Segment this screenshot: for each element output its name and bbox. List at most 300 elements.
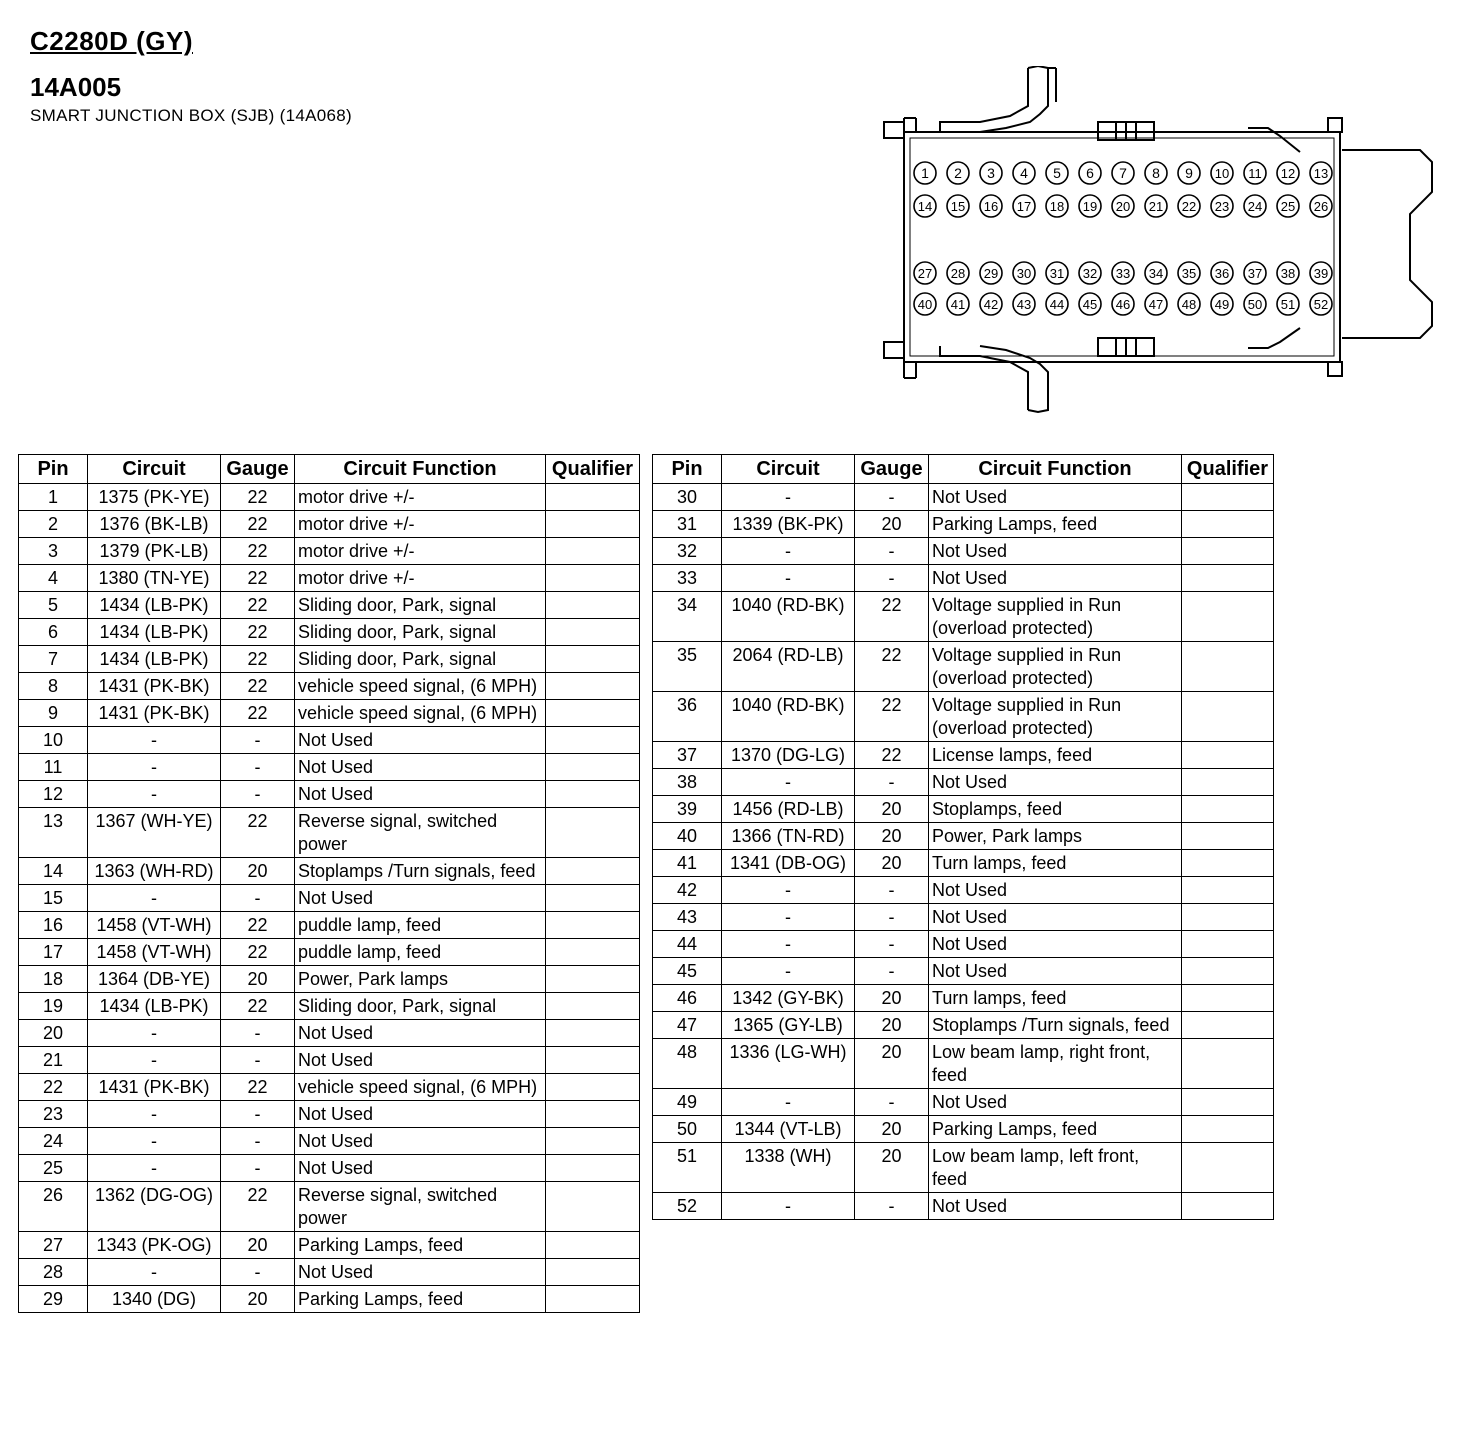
circuit-function-cell: Not Used — [295, 1259, 546, 1286]
part-number: 14A005 — [30, 72, 122, 102]
pin-cell: 14 — [19, 858, 88, 885]
table-row — [653, 1089, 1274, 1116]
circuit-function-cell: Stoplamps /Turn signals, feed — [295, 858, 546, 885]
pin-number-label: 41 — [950, 297, 966, 312]
circuit-function-cell: Stoplamps /Turn signals, feed — [929, 1012, 1182, 1039]
pin-number-label: 15 — [950, 199, 966, 214]
circuit-cell: 1342 (GY-BK) — [722, 985, 855, 1012]
pin-cell: 50 — [653, 1116, 722, 1143]
circuit-cell: 1456 (RD-LB) — [722, 796, 855, 823]
table-row — [653, 565, 1274, 592]
qualifier-cell — [546, 912, 640, 939]
pin-number-label: 50 — [1247, 297, 1263, 312]
table-row — [19, 885, 640, 912]
pin-number-label: 27 — [917, 266, 933, 281]
pin-cell: 43 — [653, 904, 722, 931]
qualifier-cell — [546, 808, 640, 858]
pin-number-label: 36 — [1214, 266, 1230, 281]
qualifier-cell — [1182, 1039, 1274, 1089]
circuit-cell: 1458 (VT-WH) — [88, 912, 221, 939]
gauge-cell: 20 — [221, 1286, 295, 1313]
pin-cell: 12 — [19, 781, 88, 808]
pin-cell: 35 — [653, 642, 722, 692]
circuit-cell: - — [722, 1089, 855, 1116]
gauge-cell: 22 — [221, 993, 295, 1020]
pin-cell: 11 — [19, 754, 88, 781]
circuit-function-cell: Not Used — [929, 484, 1182, 511]
qualifier-cell — [546, 993, 640, 1020]
gauge-cell: - — [221, 1128, 295, 1155]
circuit-function-cell: Not Used — [929, 958, 1182, 985]
table-row — [19, 993, 640, 1020]
col-header-circuit: Circuit — [88, 455, 221, 484]
qualifier-cell — [546, 484, 640, 511]
pin-number-label: 9 — [1185, 165, 1193, 181]
circuit-function-cell: Not Used — [295, 781, 546, 808]
qualifier-cell — [546, 754, 640, 781]
table-row — [19, 646, 640, 673]
gauge-cell: 22 — [221, 646, 295, 673]
table-row — [19, 592, 640, 619]
circuit-cell: 1458 (VT-WH) — [88, 939, 221, 966]
qualifier-cell — [1182, 796, 1274, 823]
gauge-cell: 20 — [855, 850, 929, 877]
table-row — [19, 939, 640, 966]
table-row — [19, 1259, 640, 1286]
qualifier-cell — [546, 1047, 640, 1074]
circuit-cell: 1040 (RD-BK) — [722, 692, 855, 742]
circuit-cell: 2064 (RD-LB) — [722, 642, 855, 692]
qualifier-cell — [546, 646, 640, 673]
pin-number-label: 31 — [1049, 266, 1065, 281]
pin-number-label: 39 — [1313, 266, 1329, 281]
table-row — [653, 1039, 1274, 1089]
circuit-cell: - — [88, 1020, 221, 1047]
table-row — [19, 700, 640, 727]
table-row — [19, 511, 640, 538]
gauge-cell: - — [221, 781, 295, 808]
component-name: SMART JUNCTION BOX (SJB) (14A068) — [30, 106, 352, 125]
gauge-cell: 22 — [221, 592, 295, 619]
pin-cell: 1 — [19, 484, 88, 511]
qualifier-cell — [546, 885, 640, 912]
circuit-cell: 1434 (LB-PK) — [88, 646, 221, 673]
circuit-function-cell: Low beam lamp, right front, feed — [929, 1039, 1182, 1089]
qualifier-cell — [546, 673, 640, 700]
table-row — [19, 1047, 640, 1074]
qualifier-cell — [1182, 1116, 1274, 1143]
pin-table-right — [652, 454, 1274, 1220]
gauge-cell: - — [855, 877, 929, 904]
pin-cell: 4 — [19, 565, 88, 592]
table-row — [19, 1182, 640, 1232]
pin-cell: 37 — [653, 742, 722, 769]
gauge-cell: - — [855, 904, 929, 931]
circuit-function-cell: Voltage supplied in Run (overload protected) — [929, 592, 1182, 642]
table-row — [19, 1155, 640, 1182]
pin-number-label: 4 — [1020, 165, 1028, 181]
gauge-cell: - — [855, 958, 929, 985]
pin-number-label: 34 — [1148, 266, 1164, 281]
circuit-cell: 1341 (DB-OG) — [722, 850, 855, 877]
circuit-cell: 1339 (BK-PK) — [722, 511, 855, 538]
pin-number-label: 16 — [983, 199, 999, 214]
gauge-cell: 22 — [221, 484, 295, 511]
pin-number-label: 47 — [1148, 297, 1164, 312]
circuit-function-cell: Power, Park lamps — [929, 823, 1182, 850]
pin-cell: 6 — [19, 619, 88, 646]
pin-cell: 38 — [653, 769, 722, 796]
pin-number-label: 45 — [1082, 297, 1098, 312]
gauge-cell: 22 — [221, 912, 295, 939]
table-row — [653, 796, 1274, 823]
circuit-function-cell: Not Used — [295, 1020, 546, 1047]
pin-cell: 15 — [19, 885, 88, 912]
qualifier-cell — [546, 1101, 640, 1128]
qualifier-cell — [1182, 1143, 1274, 1193]
qualifier-cell — [546, 1182, 640, 1232]
circuit-function-cell: Not Used — [929, 538, 1182, 565]
pin-number-label: 32 — [1082, 266, 1098, 281]
pin-cell: 31 — [653, 511, 722, 538]
table-row — [19, 754, 640, 781]
circuit-function-cell: puddle lamp, feed — [295, 912, 546, 939]
table-row — [653, 538, 1274, 565]
pin-cell: 19 — [19, 993, 88, 1020]
qualifier-cell — [546, 1155, 640, 1182]
gauge-cell: 22 — [221, 673, 295, 700]
pin-number-label: 28 — [950, 266, 966, 281]
circuit-cell: - — [722, 1193, 855, 1220]
table-row — [19, 858, 640, 885]
pin-number-label: 12 — [1280, 166, 1296, 181]
qualifier-cell — [546, 858, 640, 885]
circuit-cell: 1343 (PK-OG) — [88, 1232, 221, 1259]
gauge-cell: 20 — [221, 966, 295, 993]
pin-number-label: 46 — [1115, 297, 1131, 312]
pin-cell: 26 — [19, 1182, 88, 1232]
table-row — [19, 727, 640, 754]
circuit-function-cell: motor drive +/- — [295, 484, 546, 511]
gauge-cell: - — [221, 1020, 295, 1047]
col-header-circuit: Circuit — [722, 455, 855, 484]
pin-cell: 2 — [19, 511, 88, 538]
pin-number-label: 29 — [983, 266, 999, 281]
circuit-cell: - — [88, 727, 221, 754]
circuit-function-cell: License lamps, feed — [929, 742, 1182, 769]
qualifier-cell — [1182, 877, 1274, 904]
table-row — [653, 958, 1274, 985]
gauge-cell: - — [221, 727, 295, 754]
circuit-function-cell: Stoplamps, feed — [929, 796, 1182, 823]
pin-cell: 45 — [653, 958, 722, 985]
circuit-function-cell: Not Used — [929, 877, 1182, 904]
gauge-cell: 20 — [855, 823, 929, 850]
pin-number-label: 24 — [1247, 199, 1263, 214]
pin-cell: 24 — [19, 1128, 88, 1155]
gauge-cell: 20 — [855, 511, 929, 538]
table-row — [19, 1101, 640, 1128]
circuit-cell: - — [88, 1259, 221, 1286]
circuit-cell: - — [722, 877, 855, 904]
table-row — [653, 1143, 1274, 1193]
pin-cell: 23 — [19, 1101, 88, 1128]
qualifier-cell — [1182, 985, 1274, 1012]
pin-cell: 17 — [19, 939, 88, 966]
pin-number-label: 52 — [1313, 297, 1329, 312]
circuit-function-cell: Turn lamps, feed — [929, 850, 1182, 877]
qualifier-cell — [1182, 642, 1274, 692]
circuit-cell: - — [88, 1101, 221, 1128]
circuit-cell: 1338 (WH) — [722, 1143, 855, 1193]
pin-number-label: 42 — [983, 297, 999, 312]
pin-number-label: 38 — [1280, 266, 1296, 281]
circuit-function-cell: puddle lamp, feed — [295, 939, 546, 966]
table-row — [653, 742, 1274, 769]
pin-number-label: 2 — [954, 165, 962, 181]
gauge-cell: 22 — [855, 742, 929, 769]
pin-number-label: 14 — [917, 199, 933, 214]
table-row — [653, 931, 1274, 958]
table-row — [653, 850, 1274, 877]
pin-cell: 51 — [653, 1143, 722, 1193]
circuit-cell: 1344 (VT-LB) — [722, 1116, 855, 1143]
circuit-cell: 1362 (DG-OG) — [88, 1182, 221, 1232]
pin-cell: 33 — [653, 565, 722, 592]
qualifier-cell — [1182, 904, 1274, 931]
pin-cell: 27 — [19, 1232, 88, 1259]
qualifier-cell — [1182, 931, 1274, 958]
connector-housing-outline — [884, 66, 1432, 412]
pin-cell: 40 — [653, 823, 722, 850]
pin-number-label: 33 — [1115, 266, 1131, 281]
circuit-function-cell: Not Used — [295, 885, 546, 912]
gauge-cell: 20 — [855, 1039, 929, 1089]
pin-cell: 34 — [653, 592, 722, 642]
table-row — [653, 484, 1274, 511]
pin-cell: 52 — [653, 1193, 722, 1220]
qualifier-cell — [1182, 565, 1274, 592]
qualifier-cell — [546, 1259, 640, 1286]
qualifier-cell — [546, 1074, 640, 1101]
circuit-function-cell: Not Used — [295, 727, 546, 754]
pin-number-label: 30 — [1016, 266, 1032, 281]
gauge-cell: - — [855, 565, 929, 592]
qualifier-cell — [1182, 538, 1274, 565]
circuit-function-cell: Voltage supplied in Run (overload protected) — [929, 642, 1182, 692]
circuit-cell: 1434 (LB-PK) — [88, 592, 221, 619]
gauge-cell: 22 — [855, 592, 929, 642]
col-header-pin: Pin — [19, 455, 88, 484]
qualifier-cell — [1182, 850, 1274, 877]
pin-number-label: 5 — [1053, 165, 1061, 181]
qualifier-cell — [546, 727, 640, 754]
circuit-function-cell: Parking Lamps, feed — [295, 1232, 546, 1259]
table-row — [653, 1012, 1274, 1039]
pin-cell: 5 — [19, 592, 88, 619]
qualifier-cell — [1182, 823, 1274, 850]
pin-cell: 48 — [653, 1039, 722, 1089]
circuit-cell: - — [88, 754, 221, 781]
circuit-cell: - — [722, 904, 855, 931]
gauge-cell: 20 — [855, 985, 929, 1012]
table-header-row — [19, 455, 640, 484]
pin-number-label: 11 — [1248, 166, 1262, 181]
table-row — [19, 912, 640, 939]
qualifier-cell — [1182, 1012, 1274, 1039]
gauge-cell: - — [855, 1089, 929, 1116]
gauge-cell: 20 — [221, 858, 295, 885]
circuit-function-cell: vehicle speed signal, (6 MPH) — [295, 700, 546, 727]
circuit-cell: - — [722, 769, 855, 796]
pin-number-label: 19 — [1082, 199, 1098, 214]
col-header-gauge: Gauge — [855, 455, 929, 484]
pin-cavity-grid — [914, 162, 1332, 315]
circuit-function-cell: vehicle speed signal, (6 MPH) — [295, 1074, 546, 1101]
pin-cell: 9 — [19, 700, 88, 727]
circuit-function-cell: Power, Park lamps — [295, 966, 546, 993]
gauge-cell: 22 — [221, 538, 295, 565]
pin-number-label: 35 — [1181, 266, 1197, 281]
circuit-function-cell: Not Used — [929, 1089, 1182, 1116]
qualifier-cell — [546, 1020, 640, 1047]
circuit-cell: - — [88, 1128, 221, 1155]
circuit-cell: 1375 (PK-YE) — [88, 484, 221, 511]
table-row — [19, 808, 640, 858]
circuit-function-cell: Not Used — [929, 931, 1182, 958]
qualifier-cell — [546, 1286, 640, 1313]
qualifier-cell — [546, 939, 640, 966]
pin-cell: 41 — [653, 850, 722, 877]
table-row — [653, 692, 1274, 742]
qualifier-cell — [546, 619, 640, 646]
gauge-cell: - — [221, 1259, 295, 1286]
pin-cell: 32 — [653, 538, 722, 565]
circuit-cell: 1340 (DG) — [88, 1286, 221, 1313]
pin-cell: 16 — [19, 912, 88, 939]
circuit-cell: 1434 (LB-PK) — [88, 993, 221, 1020]
pin-cell: 13 — [19, 808, 88, 858]
pin-cell: 29 — [19, 1286, 88, 1313]
pin-cell: 18 — [19, 966, 88, 993]
table-header-row — [653, 455, 1274, 484]
qualifier-cell — [546, 1232, 640, 1259]
gauge-cell: 22 — [855, 642, 929, 692]
table-row — [19, 538, 640, 565]
table-row — [653, 511, 1274, 538]
gauge-cell: 20 — [855, 1143, 929, 1193]
pin-number-label: 10 — [1214, 166, 1230, 181]
circuit-function-cell: Reverse signal, switched power — [295, 808, 546, 858]
circuit-cell: 1363 (WH-RD) — [88, 858, 221, 885]
col-header-pin: Pin — [653, 455, 722, 484]
gauge-cell: - — [221, 1047, 295, 1074]
table-row — [653, 642, 1274, 692]
pin-number-label: 20 — [1115, 199, 1131, 214]
qualifier-cell — [546, 1128, 640, 1155]
qualifier-cell — [1182, 1193, 1274, 1220]
circuit-function-cell: vehicle speed signal, (6 MPH) — [295, 673, 546, 700]
pin-number-label: 48 — [1181, 297, 1197, 312]
gauge-cell: - — [221, 1101, 295, 1128]
pin-cell: 7 — [19, 646, 88, 673]
circuit-cell: 1431 (PK-BK) — [88, 1074, 221, 1101]
pin-number-label: 44 — [1049, 297, 1065, 312]
circuit-cell: - — [722, 931, 855, 958]
pin-cell: 49 — [653, 1089, 722, 1116]
gauge-cell: 22 — [221, 700, 295, 727]
circuit-function-cell: Voltage supplied in Run (overload protected) — [929, 692, 1182, 742]
pin-number-label: 49 — [1214, 297, 1230, 312]
pin-cell: 20 — [19, 1020, 88, 1047]
table-row — [19, 1232, 640, 1259]
table-row — [653, 1193, 1274, 1220]
col-header-circuit-function: Circuit Function — [295, 455, 546, 484]
circuit-function-cell: Sliding door, Park, signal — [295, 619, 546, 646]
pin-cell: 42 — [653, 877, 722, 904]
circuit-cell: 1431 (PK-BK) — [88, 673, 221, 700]
gauge-cell: 22 — [221, 939, 295, 966]
gauge-cell: 22 — [221, 1074, 295, 1101]
qualifier-cell — [546, 966, 640, 993]
col-header-qualifier: Qualifier — [1182, 455, 1274, 484]
circuit-function-cell: Sliding door, Park, signal — [295, 592, 546, 619]
pin-cell: 10 — [19, 727, 88, 754]
table-row — [19, 966, 640, 993]
table-row — [653, 592, 1274, 642]
gauge-cell: 20 — [855, 1116, 929, 1143]
pin-number-label: 37 — [1247, 266, 1263, 281]
qualifier-cell — [1182, 692, 1274, 742]
circuit-cell: - — [722, 484, 855, 511]
table-row — [653, 904, 1274, 931]
gauge-cell: 22 — [221, 619, 295, 646]
gauge-cell: - — [855, 769, 929, 796]
circuit-cell: - — [88, 781, 221, 808]
circuit-cell: 1365 (GY-LB) — [722, 1012, 855, 1039]
circuit-cell: 1434 (LB-PK) — [88, 619, 221, 646]
pin-cell: 36 — [653, 692, 722, 742]
qualifier-cell — [546, 511, 640, 538]
circuit-function-cell: motor drive +/- — [295, 538, 546, 565]
gauge-cell: - — [855, 484, 929, 511]
table-row — [19, 673, 640, 700]
gauge-cell: 20 — [855, 1012, 929, 1039]
circuit-cell: - — [88, 885, 221, 912]
circuit-function-cell: Low beam lamp, left front, feed — [929, 1143, 1182, 1193]
gauge-cell: - — [221, 885, 295, 912]
pin-cell: 30 — [653, 484, 722, 511]
circuit-function-cell: Not Used — [929, 565, 1182, 592]
qualifier-cell — [546, 781, 640, 808]
pin-number-label: 22 — [1181, 199, 1197, 214]
circuit-cell: - — [88, 1047, 221, 1074]
qualifier-cell — [546, 538, 640, 565]
pin-number-label: 7 — [1119, 165, 1127, 181]
pin-number-label: 8 — [1152, 165, 1160, 181]
circuit-function-cell: Parking Lamps, feed — [295, 1286, 546, 1313]
gauge-cell: 22 — [221, 808, 295, 858]
pin-number-label: 23 — [1214, 199, 1230, 214]
qualifier-cell — [1182, 592, 1274, 642]
gauge-cell: - — [855, 1193, 929, 1220]
connector-face-diagram — [880, 66, 1440, 416]
pin-cell: 3 — [19, 538, 88, 565]
circuit-cell: 1367 (WH-YE) — [88, 808, 221, 858]
qualifier-cell — [1182, 769, 1274, 796]
gauge-cell: 22 — [221, 565, 295, 592]
circuit-function-cell: Not Used — [295, 1155, 546, 1182]
